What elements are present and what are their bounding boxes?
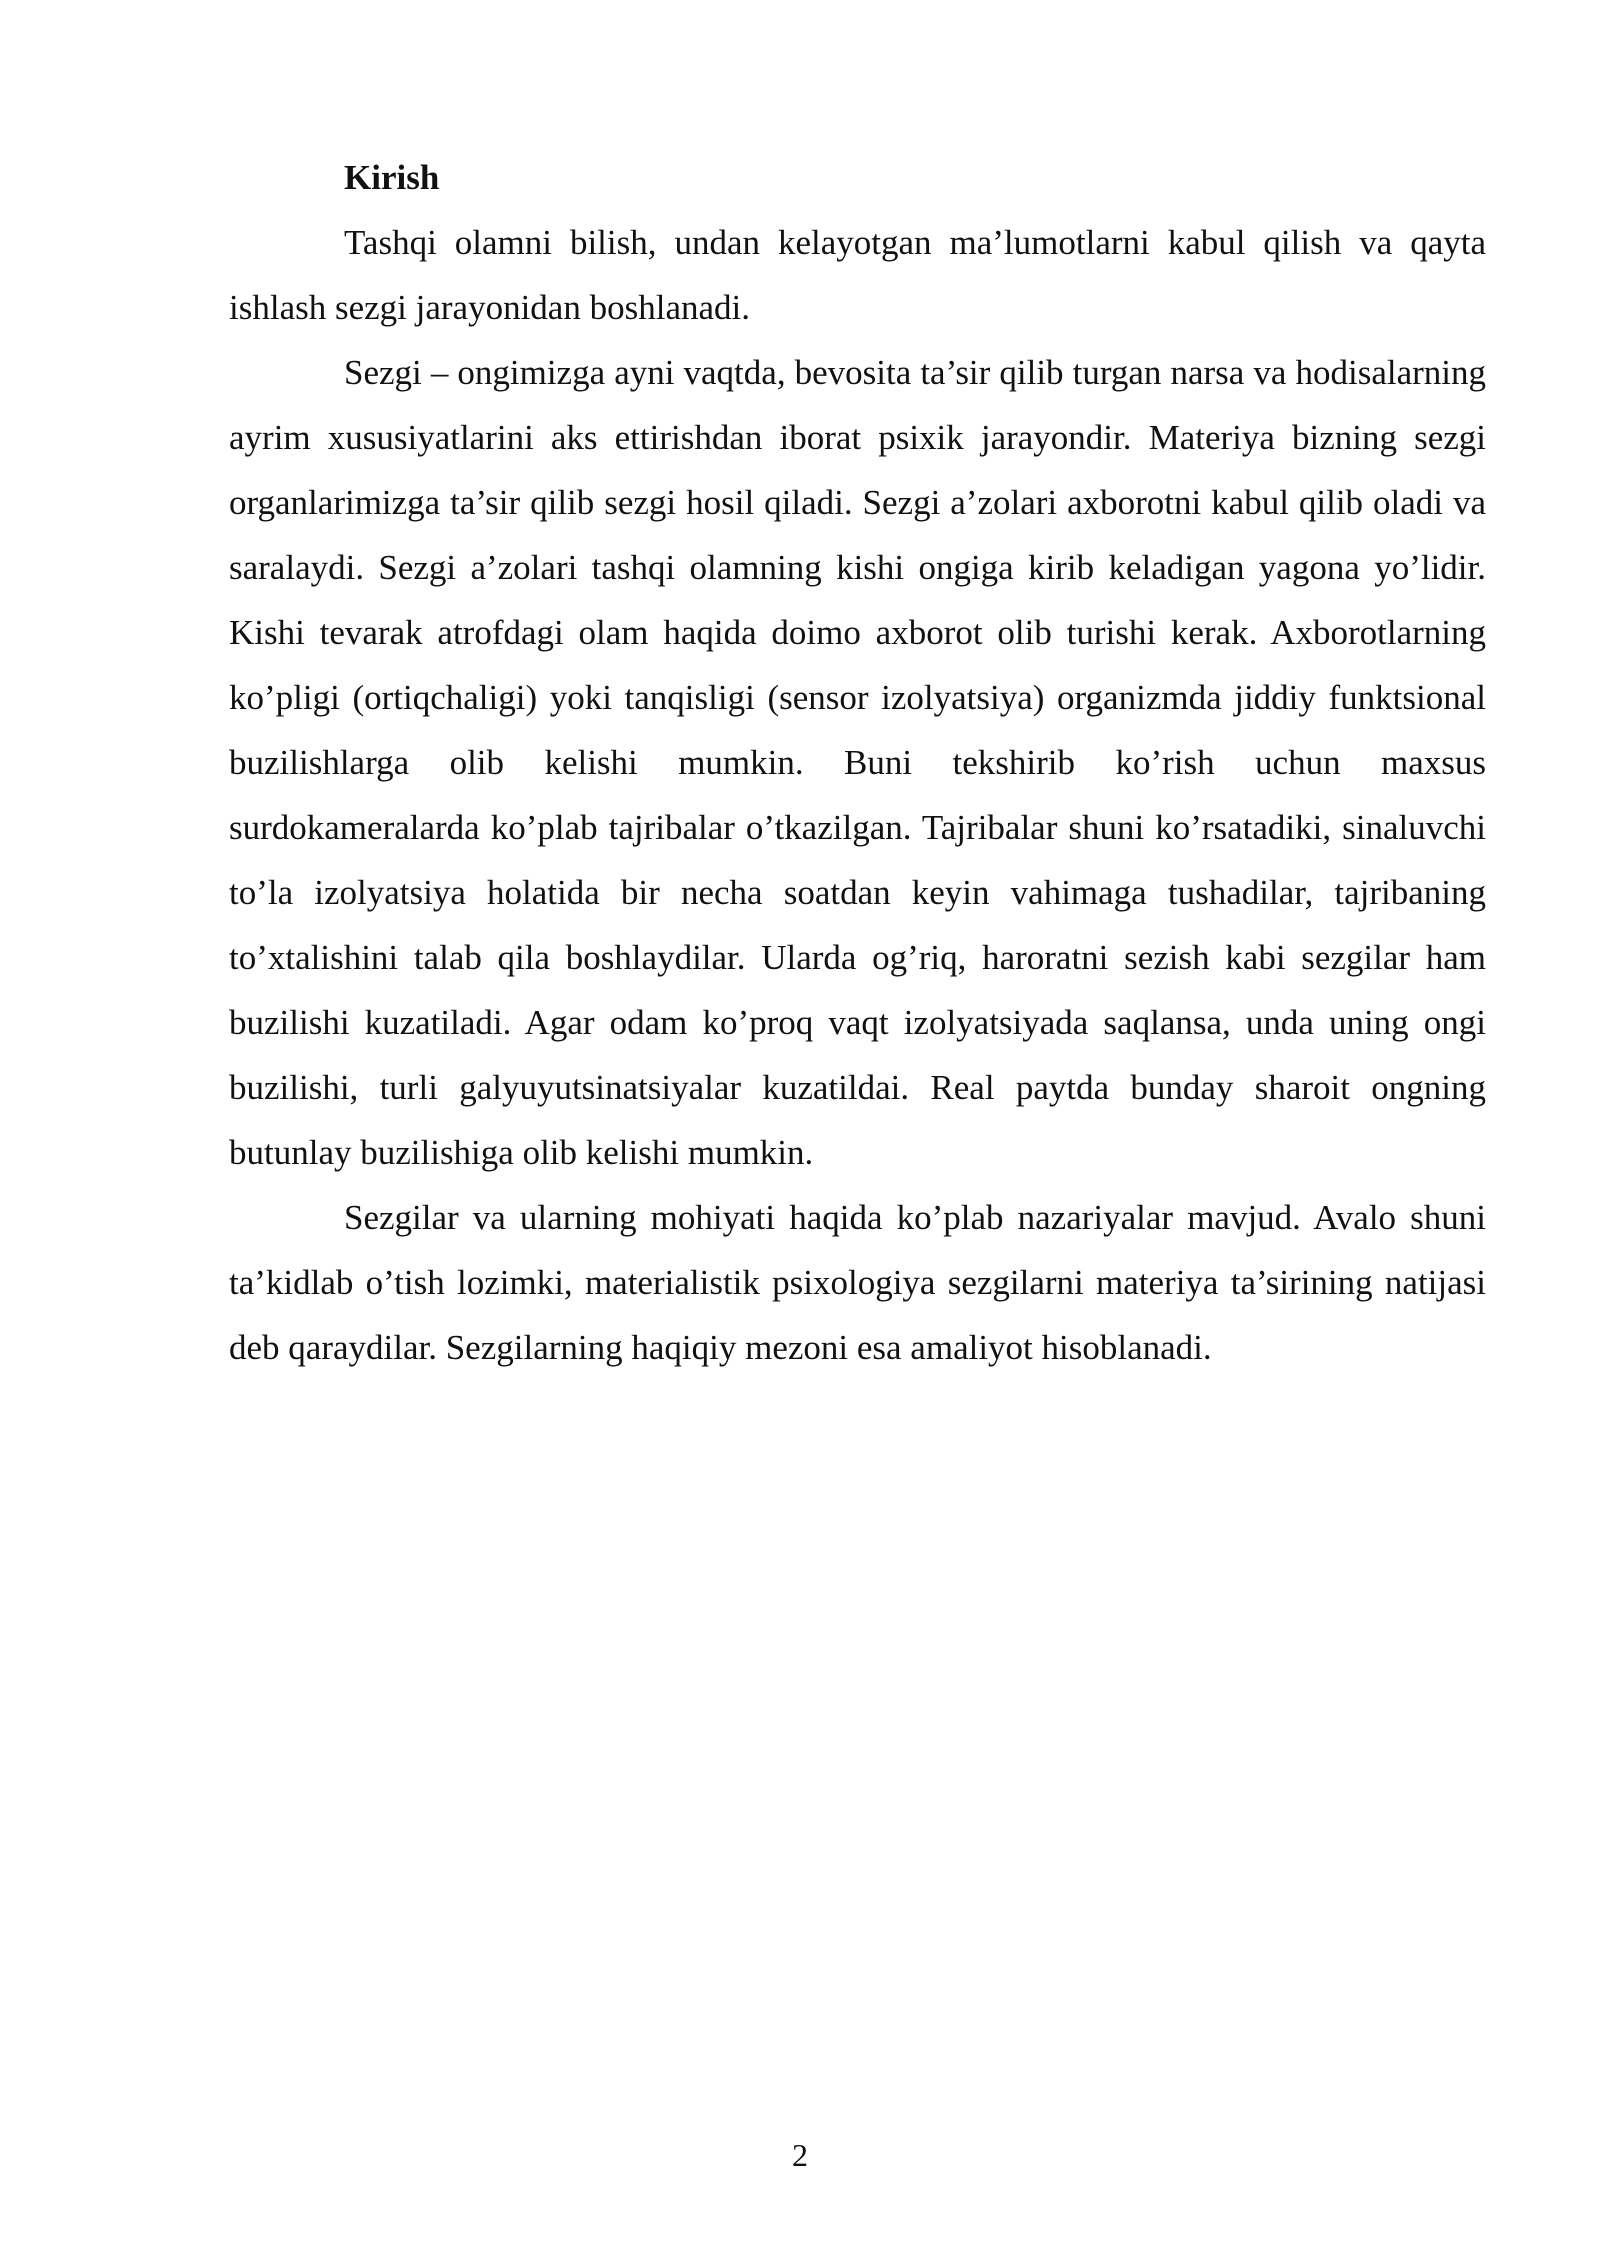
page-body xyxy=(229,145,1486,1380)
section-heading: Kirish xyxy=(344,158,440,197)
paragraph-theories: Sezgilar va ularning mohiyati haqida ko’plab nazariyalar mavjud. Avalo shuni ta’kidlab o’tish lozimki, materialistik psixologiya sezgilarni materiya ta’sirining natijasi deb qaraydilar. Sezgilarning haqiqiy mezoni esa amaliyot hisoblanadi. xyxy=(229,1198,1486,1367)
paragraph-definition: Sezgi – ongimizga ayni vaqtda, bevosita ta’sir qilib turgan narsa va hodisalarning ayrim xususiyatlarini aks ettirishdan iborat psixik jarayondir. Materiya bizning sezgi organlarimizga ta’sir qilib sezgi hosil qiladi. Sezgi a’zolari axborotni kabul qilib oladi va saralaydi. Sezgi a’zolari tashqi olamning kishi ongiga kirib keladigan yagona yo’lidir. Kishi tevarak atrofdagi olam haqida doimo axborot olib turishi kerak. Axborotlarning ko’pligi (ortiqchaligi) yoki tanqisligi (sensor izolyatsiya) organizmda jiddiy funktsional buzilishlarga olib kelishi mumkin. Buni tekshirib ko’rish uchun maxsus surdokameralarda ko’plab tajribalar o’tkazilgan. Tajribalar shuni ko’rsatadiki, sinaluvchi to’la izolyatsiya holatida bir necha soatdan keyin vahimaga tushadilar, tajribaning to’xtalishini talab qila boshlaydilar. Ularda og’riq, haroratni sezish kabi sezgilar ham buzilishi kuzatiladi. Agar odam ko’proq vaqt izolyatsiyada saqlansa, unda uning ongi buzilishi, turli galyuyutsinatsiyalar kuzatildai. Real paytda bunday sharoit ongning butunlay buzilishiga olib kelishi mumkin. xyxy=(229,353,1486,1172)
page-number: 2 xyxy=(792,2137,808,2173)
paragraph-intro: Tashqi olamni bilish, undan kelayotgan ma’lumotlarni kabul qilish va qayta ishlash sezgi jarayonidan boshlanadi. xyxy=(229,223,1486,327)
